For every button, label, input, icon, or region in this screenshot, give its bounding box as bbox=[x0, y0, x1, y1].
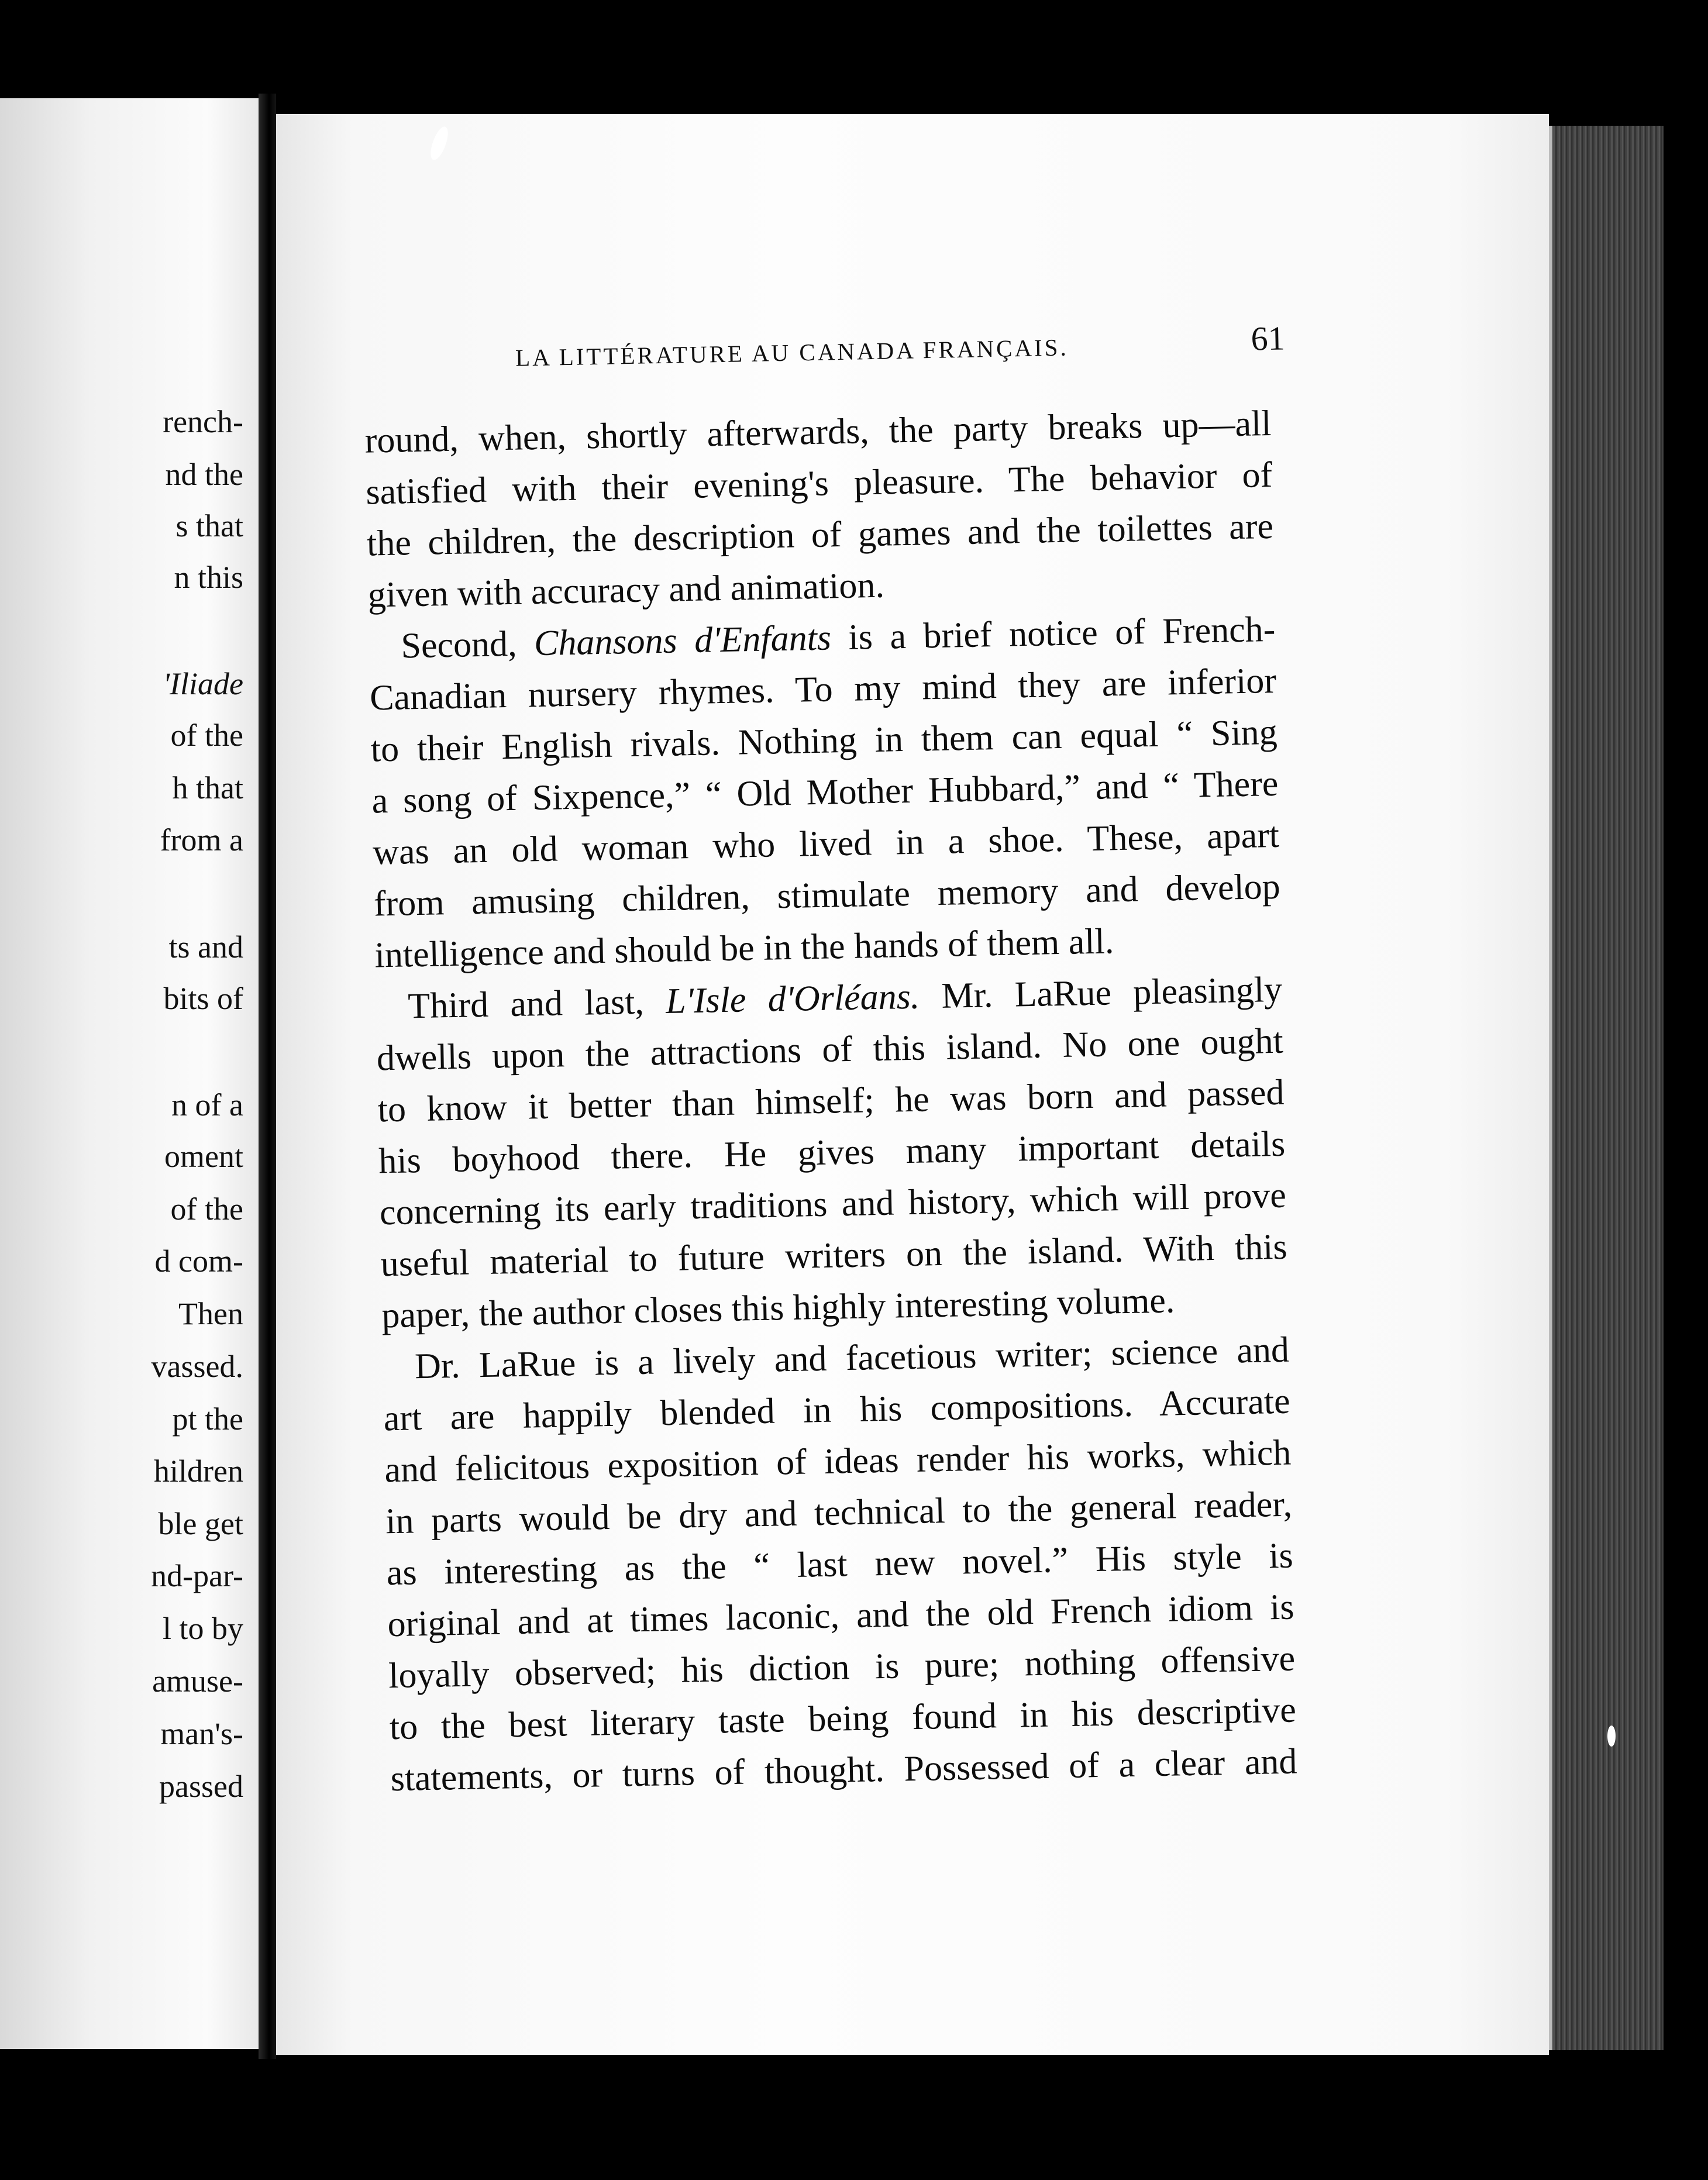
text-line: Dr. LaRue is a lively and facetious writer; science and bbox=[414, 1330, 1290, 1387]
text-line: satisfied with their evening's pleasure. The behavior of bbox=[365, 454, 1273, 512]
left-page-line: of the bbox=[170, 1191, 243, 1227]
left-page-line: oment bbox=[164, 1139, 243, 1174]
text-line: was an old woman who lived in a shoe. These, apart bbox=[372, 815, 1280, 873]
text-line: a song of Sixpence,” “ Old Mother Hubbard,” and “ There bbox=[371, 763, 1279, 821]
left-page-line: passed bbox=[159, 1769, 243, 1804]
text-line: dwells upon the attractions of this island. No one ought bbox=[376, 1021, 1284, 1079]
left-page-line: s that bbox=[175, 508, 243, 543]
text-line: from amusing children, stimulate memory and develop bbox=[373, 866, 1281, 924]
text-line: in parts would be dry and technical to the general reader, bbox=[385, 1484, 1293, 1542]
left-page-line: bits of bbox=[163, 981, 243, 1016]
book-gutter bbox=[259, 94, 276, 2059]
page-stack-edge bbox=[1549, 126, 1664, 2050]
text-span: is a brief notice of French- bbox=[831, 609, 1276, 658]
left-page-line: n of a bbox=[171, 1087, 243, 1122]
text-span: Second, bbox=[400, 624, 535, 666]
left-page-line: h that bbox=[172, 770, 243, 805]
scan-speck bbox=[1607, 1726, 1616, 1747]
left-page-line: n this bbox=[174, 560, 243, 595]
text-line: to know it better than himself; he was born and passed bbox=[377, 1072, 1285, 1130]
text-line: statements, or turns of thought. Possessed of a clear and bbox=[390, 1741, 1298, 1799]
text-span: Mr. LaRue pleasingly bbox=[919, 969, 1283, 1017]
text-line: given with accuracy and animation. bbox=[367, 565, 885, 615]
text-line bbox=[376, 969, 1283, 1027]
left-page-line: d com- bbox=[154, 1244, 243, 1279]
left-page-line: l to by bbox=[162, 1611, 243, 1646]
left-page-line: vassed. bbox=[151, 1349, 243, 1384]
left-facing-page bbox=[0, 98, 259, 2049]
left-page-line: amuse- bbox=[152, 1664, 243, 1699]
text-line: paper, the author closes this highly interesting volume. bbox=[381, 1280, 1175, 1336]
text-line: to their English rivals. Nothing in them can equal “ Sing bbox=[370, 712, 1278, 770]
running-head: LA LITTÉRATURE AU CANADA FRANÇAIS. bbox=[515, 333, 1069, 371]
text-line: intelligence and should be in the hands of them all. bbox=[374, 921, 1114, 976]
text-line: the children, the description of games and the toilettes are bbox=[366, 506, 1274, 564]
left-page-line: man's- bbox=[160, 1716, 243, 1751]
left-page-line: ble get bbox=[158, 1506, 243, 1541]
text-line: as interesting as the “ last new novel.” His style is bbox=[386, 1535, 1294, 1593]
left-page-line: of the bbox=[170, 718, 243, 753]
text-line: useful material to future writers on the island. With this bbox=[380, 1227, 1288, 1284]
text-line: and felicitous exposition of ideas render his works, which bbox=[384, 1432, 1292, 1490]
text-line bbox=[369, 611, 1276, 665]
left-page-line: hildren bbox=[154, 1454, 243, 1489]
right-page bbox=[276, 114, 1549, 2055]
text-line: original and at times laconic, and the old French idiom is bbox=[387, 1587, 1294, 1645]
text-span: Third and last, bbox=[407, 981, 666, 1027]
text-line: round, when, shortly afterwards, the party breaks up—all bbox=[364, 403, 1272, 461]
italic-title-chansons: Chansons d'Enfants bbox=[533, 618, 832, 664]
text-line: concerning its early traditions and history, which will prove bbox=[379, 1175, 1287, 1233]
text-line: loyally observed; his diction is pure; nothing offensive bbox=[388, 1638, 1296, 1696]
text-line: Canadian nursery rhymes. To my mind they are inferior bbox=[369, 660, 1277, 718]
italic-title-isle: L'Isle d'Orléans. bbox=[665, 976, 920, 1021]
left-page-line: 'Iliade bbox=[163, 666, 243, 701]
page-text-block bbox=[276, 114, 1549, 2055]
text-line: his boyhood there. He gives many important details bbox=[378, 1124, 1286, 1182]
left-page-line: pt the bbox=[172, 1401, 243, 1437]
left-page-line: from a bbox=[160, 822, 243, 857]
page-number: 61 bbox=[1251, 319, 1286, 358]
left-page-line: nd-par- bbox=[151, 1558, 243, 1593]
left-page-line: Then bbox=[178, 1296, 243, 1331]
left-page-line: ts and bbox=[168, 929, 243, 965]
left-page-line: rench- bbox=[163, 404, 243, 439]
left-page-line: nd the bbox=[165, 457, 243, 492]
text-line: to the best literary taste being found in his descriptive bbox=[389, 1690, 1297, 1748]
text-line: art are happily blended in his compositions. Accurate bbox=[383, 1381, 1291, 1439]
